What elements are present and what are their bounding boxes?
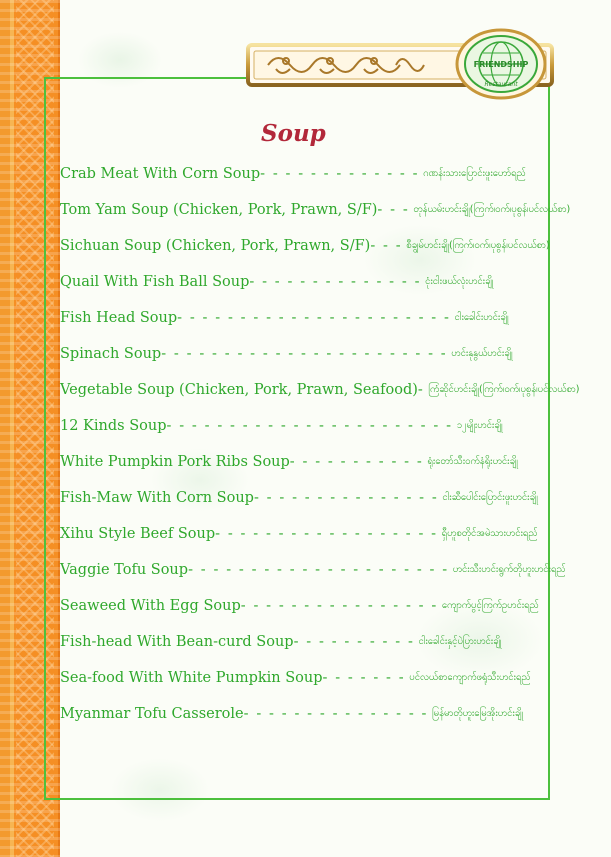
menu-item-name: Tom Yam Soup (Chicken, Pork, Prawn, S/F) bbox=[60, 202, 378, 218]
menu-item-burmese-name: ရှီဟူစတိုင်အမဲသားဟင်းရည် bbox=[441, 528, 538, 539]
menu-item bbox=[60, 704, 550, 724]
menu-item-name: Crab Meat With Corn Soup bbox=[60, 166, 261, 182]
menu-item-burmese-name: ငါးဆီပေါင်းပြောင်းဖူးဟင်းချို bbox=[442, 492, 538, 503]
menu-item-dashes: - - - - - - - - - - - - - - - - - - - - - - - bbox=[161, 346, 448, 362]
menu-item-dashes: - - - - - - - - - - - - - - - - bbox=[240, 598, 438, 614]
menu-item-burmese-name: ငုံးငါးဖယ်လုံးဟင်းချို bbox=[425, 276, 494, 287]
menu-item-dashes: - - - - - - - - - - - bbox=[289, 454, 424, 470]
menu-item bbox=[60, 416, 550, 436]
menu-item-burmese-name: တုန်ယမ်းဟင်းချို(ကြက်၊ဝက်၊ပုစွန်၊ပင်လယ်စာ) bbox=[413, 204, 571, 215]
menu-item-name: White Pumpkin Pork Ribs Soup bbox=[60, 454, 290, 470]
menu-item-name: Fish-Maw With Corn Soup bbox=[60, 490, 254, 506]
logo-bottom-text: Restaurant bbox=[484, 81, 518, 88]
menu-item-burmese-name: မြန်မာတိုဟူးမြေအိုးဟင်းချို bbox=[432, 708, 523, 719]
page-title: Soup bbox=[261, 120, 326, 147]
menu-item bbox=[60, 200, 571, 220]
menu-item-name: Spinach Soup bbox=[60, 346, 162, 362]
menu-item-burmese-name: ဟင်းနုနွယ်ဟင်းချို bbox=[451, 348, 513, 359]
menu-item bbox=[60, 632, 550, 652]
menu-item-dashes: - - - - - - - - - - - - - - - bbox=[253, 490, 439, 506]
menu-item-name: Sea-food With White Pumpkin Soup bbox=[60, 670, 323, 686]
menu-item-name: Vaggie Tofu Soup bbox=[60, 562, 189, 578]
menu-item bbox=[60, 524, 550, 544]
menu-item-name: Quail With Fish Ball Soup bbox=[60, 274, 250, 290]
menu-item-dashes: - - - - - - - - - - - - - - - bbox=[243, 706, 429, 722]
menu-item-burmese-name: ဂဏန်းသားပြောင်းဖူးဟော်ရည် bbox=[423, 168, 526, 179]
menu-item-name: Myanmar Tofu Casserole bbox=[60, 706, 244, 722]
menu-item bbox=[60, 668, 550, 688]
menu-item-burmese-name: ကျောက်ပွင့်ကြက်ဥဟင်းရည် bbox=[441, 600, 539, 611]
menu-item-burmese-name: ကြံဆိုင်ဟင်းချို(ကြက်၊ဝက်၊ပုစွန်၊ပင်လယ်စာ) bbox=[428, 384, 580, 395]
menu-item-dashes: - - - - - - - - - - - - - - bbox=[249, 274, 422, 290]
menu-item bbox=[60, 236, 550, 256]
menu-item-name: 12 Kinds Soup bbox=[60, 418, 167, 434]
menu-item-name: Fish Head Soup bbox=[60, 310, 178, 326]
menu-item-dashes: - - - bbox=[377, 202, 410, 218]
menu-item bbox=[60, 164, 550, 184]
menu-item bbox=[60, 272, 550, 292]
menu-item bbox=[60, 380, 580, 400]
menu-item-name: Seaweed With Egg Soup bbox=[60, 598, 241, 614]
menu-item-dashes: - - - bbox=[370, 238, 403, 254]
menu-item-name: Fish-head With Bean-curd Soup bbox=[60, 634, 294, 650]
menu-item-dashes: - - - - - - - - - - - - - - - - - - bbox=[215, 526, 438, 542]
menu-item bbox=[60, 560, 566, 580]
menu-item-burmese-name: ပင်လယ်စာကျောက်ဖရုံသီးဟင်းရည် bbox=[409, 672, 531, 683]
menu-item-burmese-name: ရုံးတော်သီးဝက်နံရိုးဟင်းချို bbox=[427, 456, 518, 467]
menu-item bbox=[60, 488, 550, 508]
menu-item-burmese-name: ငါးခေါင်းဟင်းချို bbox=[454, 312, 509, 323]
menu-item-burmese-name: စီချွမ်ဟင်းချို(ကြက်၊ဝက်၊ပုစွန်၊ပင်လယ်စာ) bbox=[406, 240, 550, 251]
menu-item-burmese-name: ငါးခေါင်းနှင့်ပဲပြားဟင်းချို bbox=[418, 636, 502, 647]
menu-item-name: Xihu Style Beef Soup bbox=[60, 526, 216, 542]
menu-item bbox=[60, 344, 550, 364]
menu-item bbox=[60, 596, 550, 616]
logo-top-text: FRIENDSHIP bbox=[473, 60, 529, 69]
menu-item-dashes: - - - - - - - - - - - - - - - - - - - - - bbox=[188, 562, 449, 578]
menu-item-dashes: - - - - - - - - - - - - - - - - - - - - - - - bbox=[166, 418, 453, 434]
menu-item-burmese-name: ဟင်းသီးဟင်းရွက်တိုဟူးဟင်းရည် bbox=[452, 564, 566, 575]
menu-item-name: Sichuan Soup (Chicken, Pork, Prawn, S/F) bbox=[60, 238, 371, 254]
menu-item-name: Vegetable Soup (Chicken, Pork, Prawn, Seafood) bbox=[60, 382, 418, 398]
menu-item bbox=[60, 308, 550, 328]
menu-item-dashes: - - - - - - - - - - - - - bbox=[260, 166, 420, 182]
menu-item-dashes: - - - - - - - - - - - - - - - - - - - - - - bbox=[177, 310, 451, 326]
menu-item-dashes: - bbox=[417, 382, 425, 398]
menu-item-dashes: - - - - - - - bbox=[322, 670, 406, 686]
menu-item-dashes: - - - - - - - - - - bbox=[293, 634, 415, 650]
menu-item bbox=[60, 452, 550, 472]
menu-item-burmese-name: ၁၂မျိုးဟင်းချို bbox=[456, 420, 503, 431]
